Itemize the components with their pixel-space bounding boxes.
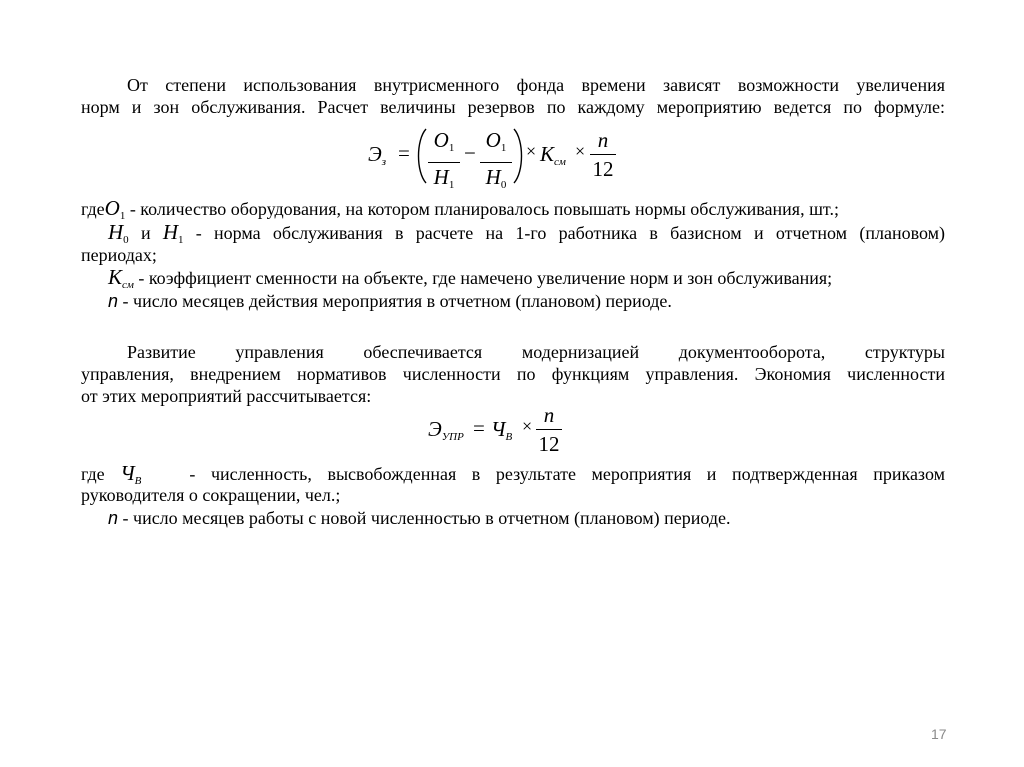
definition-h: $Н_0$ и $Н_1$ - норма обслуживания в расчете на 1-го работника в базисном и отчетном (плановом) [108, 220, 945, 246]
definition-n: n - число месяцев действия мероприятия в отчетном (плановом) периоде. [108, 291, 672, 311]
definition-ch-continued: руководителя о сокращении, чел.; [81, 485, 341, 505]
left-paren-icon [414, 128, 428, 184]
formula-1-minus: − [464, 141, 476, 165]
paragraph-1-line-1: От степени использования внутрисменного фонда времени зависят возможности увеличения [127, 75, 945, 95]
formula-1-equals: = [398, 141, 410, 165]
formula-1-times-1: × [526, 141, 537, 161]
formula-1-fraction-1: О1 Н1 [428, 128, 460, 197]
formula-headcount [428, 403, 608, 457]
formula-2-lhs: $Э_{УПР}$ [428, 417, 464, 443]
formula-2-ch: $Ч_В$ [491, 417, 513, 443]
definition-n-2: n - число месяцев работы с новой численностью в отчетном (плановом) периоде. [108, 508, 731, 528]
formula-reserve [368, 128, 628, 191]
paragraph-1-line-2: норм и зон обслуживания. Расчет величины резервов по каждому мероприятию ведется по формуле: [81, 97, 945, 117]
definition-k: $К_{см}$ - коэффициент сменности на объекте, где намечено увеличение норм и зон обслуживания; [108, 265, 833, 291]
paragraph-2-line-3: от этих мероприятий рассчитывается: [81, 386, 372, 406]
formula-1-fraction-3: n 12 [590, 128, 616, 181]
definition-ch: где $Ч_В$ - численность, высвобожденная в результате мероприятия и подтвержденная приказом [81, 461, 945, 487]
formula-1-k: $К_{см}$ [540, 142, 566, 168]
formula-2-fraction: n 12 [536, 403, 562, 456]
definition-h-continued: периодах; [81, 245, 157, 265]
formula-2-times: × [522, 416, 533, 436]
right-paren-icon [512, 128, 526, 184]
page-number: 17 [931, 726, 947, 742]
paragraph-2-line-2: управления, внедрением нормативов численности по функциям управления. Экономия численности [81, 364, 945, 384]
formula-1-fraction-2: О1 Н0 [480, 128, 512, 197]
definition-o1: гдеО$_1$ - количество оборудования, на котором планировалось повышать нормы обслуживания, шт.; [81, 196, 839, 222]
formula-2-equals: = [473, 416, 485, 440]
paragraph-2-line-1: Развитие управления обеспечивается модернизацией документооборота, структуры [127, 342, 945, 362]
formula-1-lhs: $Э_з$ [368, 142, 387, 168]
formula-1-times-2: × [575, 141, 586, 161]
